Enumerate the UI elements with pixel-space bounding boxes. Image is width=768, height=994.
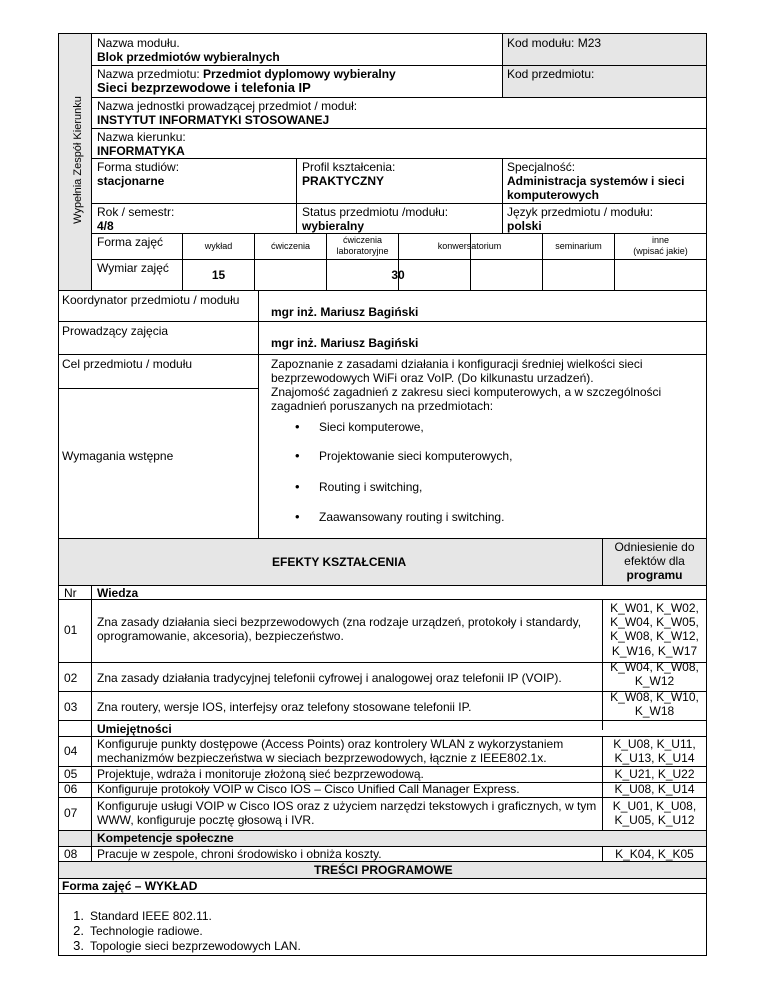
topic-number: 2. <box>73 923 84 938</box>
module-name: Blok przedmiotów wybieralnych <box>97 50 280 64</box>
effects-ref-line-2: efektów dla <box>624 554 685 568</box>
year: 4/8 <box>97 219 114 233</box>
class-form-lecture: wykład <box>204 241 233 251</box>
module-code: Kod modułu: M23 <box>507 36 602 50</box>
field-label: Nazwa kierunku: <box>97 130 186 144</box>
effect-ref: K_K04, K_K05 <box>615 847 694 861</box>
effect-ref: K_W16, K_W17 <box>611 644 698 658</box>
effect-ref: K_W18 <box>634 704 675 718</box>
topics-list <box>68 908 301 953</box>
class-form-conversatory: konwersatorium <box>437 241 502 251</box>
teacher: mgr inż. Mariusz Bagiński <box>271 336 419 350</box>
effect-ref: K_W12 <box>634 674 675 688</box>
effect-ref: K_W08, K_W10, <box>610 690 699 704</box>
topic-item <box>68 908 301 923</box>
topic-item <box>68 923 301 938</box>
effect-text: oprogramowanie, akcesoria), bezpieczeństwo. <box>97 629 344 643</box>
effect-ref: K_U21, K_U22 <box>614 767 695 781</box>
subject-code: Kod przedmiotu: <box>507 67 595 81</box>
year-label: Rok / semestr: <box>97 205 175 219</box>
subject-name-inline: Przedmiot dyplomowy wybieralny <box>203 67 396 81</box>
class-form-lab-2: laboratoryjne <box>336 246 389 256</box>
effects-title: EFEKTY KSZTAŁCENIA <box>272 555 407 569</box>
hours-label: Wymiar zajęć <box>97 261 169 275</box>
effect-ref: K_U08, K_U14 <box>614 782 695 796</box>
effect-ref: K_W08, K_W12, <box>610 629 699 643</box>
specialty-line-1: Administracja systemów i sieci <box>507 174 685 188</box>
skills-label: Umiejętności <box>97 722 172 736</box>
program-title: TREŚCI PROGRAMOWE <box>314 863 453 877</box>
effect-text: mechanizmów bezpieczeństwa w sieciach bezprzewodowych, łącznie z IEEE802.1x. <box>97 751 547 765</box>
specialty-line-2: komputerowych <box>507 188 600 202</box>
status-label: Status przedmiotu /modułu: <box>302 205 449 219</box>
study-form: stacjonarne <box>97 174 165 188</box>
effect-ref: K_U08, K_U11, <box>613 737 696 751</box>
hours-lecture: 15 <box>211 268 226 282</box>
hours-lab: 30 <box>391 268 405 282</box>
coordinator-label: Koordynator przedmiotu / modułu <box>62 293 240 307</box>
effect-nr: 08 <box>64 847 78 861</box>
effect-text: Pracuje w zespole, chroni środowisko i obniża koszty. <box>97 847 382 861</box>
topic-number: 1. <box>73 908 84 923</box>
class-form-label: Forma zajęć <box>97 235 164 249</box>
subject-name-label: Nazwa przedmiotu: <box>97 67 200 81</box>
side-label: Wypełnia Zespół Kierunku <box>72 96 84 224</box>
class-form-exercises: ćwiczenia <box>270 241 310 251</box>
effect-text: Zna zasady działania tradycyjnej telefonii cyfrowej i analogowej oraz telefonii IP (VOIP). <box>97 671 562 685</box>
field: INFORMATYKA <box>97 144 185 158</box>
topic-item <box>68 938 301 953</box>
social-label: Kompetencje społeczne <box>97 831 234 845</box>
effect-text: Konfiguruje punkty dostępowe (Access Points) oraz kontrolery WLAN z wykorzystaniem <box>97 737 564 751</box>
study-form-label: Forma studiów: <box>97 160 180 174</box>
effect-ref: K_U01, K_U08, <box>612 799 697 813</box>
effect-ref: K_U05, K_U12 <box>614 813 695 827</box>
effect-ref: K_W04, K_W05, <box>610 615 699 629</box>
specialty-label: Specjalność: <box>507 160 576 174</box>
effects-ref-line-1: Odniesienie do <box>614 540 695 554</box>
requirements-line-2: zagadnień poruszanych na przedmiotach: <box>271 399 494 413</box>
effect-text: Zna routery, wersje IOS, interfejsy oraz telefony stosowane telefonii IP. <box>97 700 472 714</box>
effect-nr: 03 <box>64 700 78 714</box>
language: polski <box>507 219 542 233</box>
goal-label: Cel przedmiotu / modułu <box>62 357 193 371</box>
unit: INSTYTUT INFORMATYKI STOSOWANEJ <box>97 113 330 127</box>
topic-number: 3. <box>73 938 84 953</box>
teacher-label: Prowadzący zajęcia <box>62 324 169 338</box>
coordinator: mgr inż. Mariusz Bagiński <box>271 305 419 319</box>
status: wybieralny <box>302 219 365 233</box>
effect-nr: 04 <box>64 744 78 758</box>
effects-ref-line-3: programu <box>626 568 683 582</box>
nr-label: Nr <box>64 586 77 600</box>
topic-text: Standard IEEE 802.11. <box>90 909 212 923</box>
requirements-line-1: Znajomość zagadnień z zakresu sieci komputerowych, a w szczególności <box>271 385 662 399</box>
topic-text: Topologie sieci bezprzewodowych LAN. <box>90 939 301 953</box>
knowledge-label: Wiedza <box>97 586 139 600</box>
effect-ref: K_U13, K_U14 <box>614 751 695 765</box>
requirements-item: • Sieci komputerowe, <box>319 420 424 434</box>
effect-text: Projektuje, wdraża i monitoruje złożoną sieć bezprzewodową. <box>97 767 424 781</box>
profile: PRAKTYCZNY <box>302 174 385 188</box>
requirements-item: • Projektowanie sieci komputerowych, <box>319 449 512 463</box>
class-form-other-1: inne <box>651 235 669 245</box>
effect-nr: 01 <box>64 623 78 637</box>
requirements-item: • Zaawansowany routing i switching. <box>319 510 504 524</box>
effect-nr: 05 <box>64 767 78 781</box>
requirements-item: • Routing i switching, <box>319 480 422 494</box>
effect-ref: K_W04, K_W08, <box>610 660 699 674</box>
class-form-other-2: (wpisać jakie) <box>633 246 688 256</box>
effect-ref: K_W01, K_W02, <box>610 601 699 615</box>
class-form-lab-1: ćwiczenia <box>342 235 382 245</box>
effect-nr: 06 <box>64 782 78 796</box>
language-label: Język przedmiotu / modułu: <box>507 205 654 219</box>
effect-nr: 02 <box>64 671 78 685</box>
goal-line-2: bezprzewodowych WiFi oraz VoIP. (Do kilkunastu urzadzeń). <box>271 371 594 385</box>
topic-text: Technologie radiowe. <box>90 924 203 938</box>
requirements-label: Wymagania wstępne <box>62 449 174 463</box>
effect-text: Konfiguruje usługi VOIP w Cisco IOS oraz z użyciem narzędzi tekstowych i graficznych, w tym <box>97 799 597 813</box>
class-form-seminar: seminarium <box>555 241 602 251</box>
subject-name-main: Sieci bezprzewodowe i telefonia IP <box>97 80 311 95</box>
effect-text: Konfiguruje protokoły VOIP w Cisco IOS – Cisco Unified Call Manager Express. <box>97 782 520 796</box>
unit-label: Nazwa jednostki prowadzącej przedmiot / moduł: <box>97 99 358 113</box>
lecture-label: Forma zajęć – WYKŁAD <box>62 879 198 893</box>
goal-line-1: Zapoznanie z zasadami działania i konfiguracji średniej wielkości sieci <box>271 357 643 371</box>
effect-text: WWW, konfiguruje pocztę głosową i IVR. <box>97 813 315 827</box>
effect-text: Zna zasady działania sieci bezprzewodowych (zna rodzaje urządzeń, protokoły i standardy, <box>97 615 582 629</box>
profile-label: Profil kształcenia: <box>302 160 396 174</box>
module-name-label: Nazwa modułu. <box>97 36 180 50</box>
effect-nr: 07 <box>64 806 78 820</box>
